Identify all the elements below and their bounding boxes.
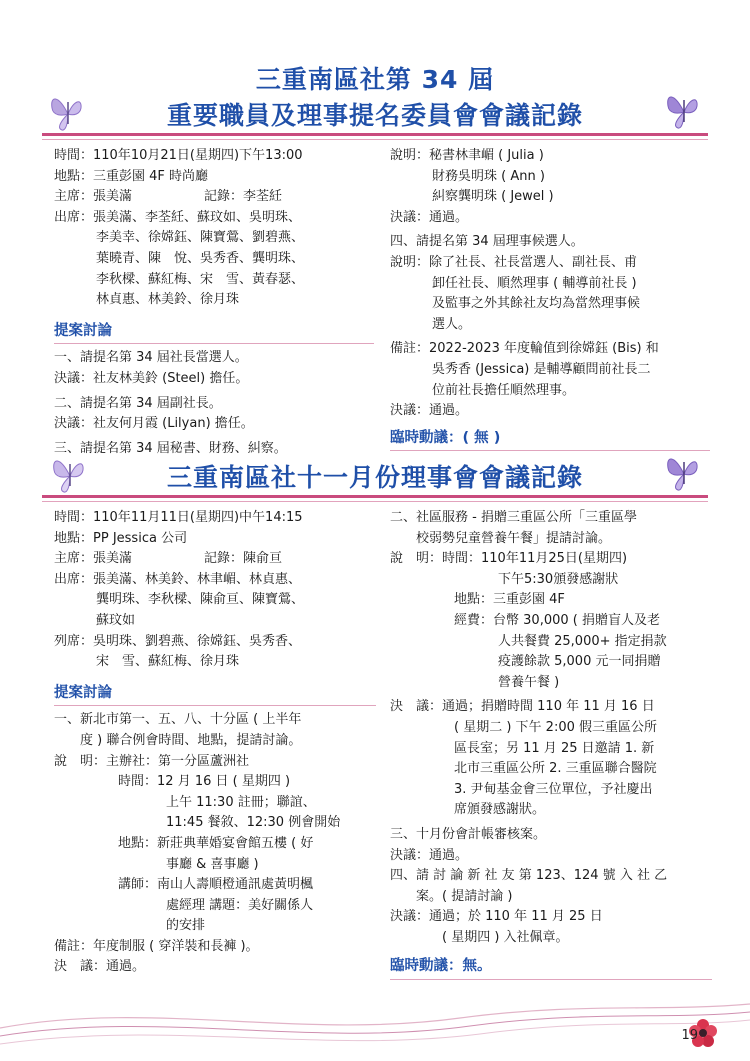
note-line: 2022-2023 年度輪值到徐嫦鈺 (Bis) 和: [429, 341, 659, 357]
meeting-recorder: 李荃紝: [243, 189, 283, 205]
proposal-4-resolution: ( 星期四 ) 入社佩章。: [442, 929, 569, 945]
ceremony-place: 地點：三重彭園 4F: [454, 592, 565, 608]
page-number: 19: [681, 1028, 698, 1043]
discussion-heading: 提案討論: [54, 321, 374, 345]
meeting-place: 三重彭園 4F 時尚廳: [93, 168, 209, 184]
attendee-line: 蘇玟如: [96, 612, 136, 628]
fee-line: 疫護餘款 5,000 元一同捐贈: [498, 654, 661, 670]
attendee-line: 張美滿、李荃紝、蘇玟如、吳明珠、: [93, 209, 302, 225]
proposal-2: 二、社區服務 - 捐贈三重區公所「三重區學: [390, 510, 637, 525]
note-line: 位前社長擔任順然理事。: [432, 382, 576, 398]
proposal-4-resolution: 決議：通過；於 110 年 11 月 25 日: [390, 909, 603, 925]
proposal-4: 四、請提名第 34 屆理事候選人。: [390, 234, 584, 250]
proposal-2: 校弱勢兒童營養午餐」提請討論。: [416, 530, 612, 546]
explain-line: 糾察龔明珠 ( Jewel ): [432, 189, 554, 205]
attendee-line: 龔明珠、李秋樑、陳俞亘、陳寶鶯、: [96, 592, 305, 608]
proposal-3: 三、請提名第 34 屆秘書、財務、糾察。: [54, 440, 287, 456]
proposal-1: 度 ) 聯合例會時間、地點，提請討論。: [80, 732, 302, 748]
butterfly-icon: [664, 88, 704, 132]
fee-line: 營養午餐 ): [498, 674, 560, 690]
proposal-3: 三、十月份會計帳審核案。: [390, 826, 547, 842]
ceremony-time: 時間：110年11月25日(星期四): [442, 551, 628, 567]
ceremony-time: 下午5:30頒發感謝狀: [498, 571, 619, 587]
meeting-time: 110年10月21日(星期四)下午13:00: [93, 148, 303, 163]
section2-left-column: 時間： 110年11月11日(星期四)中午14:15 地點： PP Jessica 公司 主席： 張美滿 記錄： 陳俞亘 出席： 張美滿、林美鈴、林聿嵋、林貞惠、 龔明珠、李秋樑、陳俞亘、陳寶鶯、 蘇玟如 列席： 吳明珠、劉碧燕、徐嫦鈺、吳秀香、 宋 雪、蘇紅梅、徐月珠 提案討論 一、新北市第一、五、八、十分區 ( 上半年 度 ) 聯合例會時間、地點，提請討論。 說 明： 主辦社：第一分區蘆洲社 時間： 12 月 16 日 ( 星期四 ) 上午 11:30 註冊；聯誼、 11:45 餐敘、12:30 例會開始 地點： 新莊典華婚宴會館五樓 ( 好 事廳 & 喜事廳 ) 講師： 南山人壽順橙通訊處黃明楓 處經理 講題：美好關係人 的安排 備註：年度制服 ( 穿洋裝和長褲 )。 決 議：通過。: [54, 508, 376, 978]
event-time: 12 月 16 日 ( 星期四 ): [157, 774, 291, 790]
adhoc-motion: 臨時動議：( 無 ): [390, 428, 710, 452]
event-time: 上午 11:30 註冊；聯誼、: [166, 794, 316, 810]
explain-line: 卸任社長、順然理事 ( 輔導前社長 ): [432, 275, 637, 291]
note-line: 吳秀香 (Jessica) 是輔導顧問前社長二: [432, 361, 651, 377]
section2-right-column: 二、社區服務 - 捐贈三重區公所「三重區學 校弱勢兒童營養午餐」提請討論。 說 明： 時間：110年11月25日(星期四) 下午5:30頒發感謝狀 地點：三重彭園 4F 經費： 台幣 30,000 ( 捐贈盲人及老 人共餐費 25,000+ 指定捐款 疫護餘款 5,000 元一同捐贈 營養午餐 ) 決 議： 通過；捐贈時間 110 年 11 月 16 日 ( 星期二 ) 下午 2:00 假三重區公所 區長室；另 11 月 25 日邀請 1. 新 北市三重區公所 2. 三重區聯合醫院 3. 尹甸基金會三位單位，予社慶出 席頒發感謝狀。 三、十月份會計帳審核案。 決議：通過。 四、請 討 論 新 社 友 第 123、124 號 入 社 乙 案。( 提請討論 ) 決議：通過；於 110 年 11 月 25 日 ( 星期四 ) 入社佩章。 臨時動議：無。: [390, 508, 712, 984]
meeting-recorder: 陳俞亘: [243, 551, 283, 567]
section1-divider-thin: [42, 139, 708, 140]
proposal-3-resolution: 決議：通過。: [390, 847, 469, 863]
proposal-4: 案。( 提請討論 ): [416, 888, 513, 904]
attendee-line: 林貞惠、林美鈴、徐月珠: [96, 292, 240, 308]
resolution: 決議：通過。: [390, 209, 469, 225]
attendee-line: 李秋樑、蘇紅梅、宋 雪、黃春瑟、: [96, 271, 305, 287]
meeting-time: 110年11月11日(星期四)中午14:15: [93, 510, 303, 525]
proposal-2-resolution: 決議：社友何月霞 (Lilyan) 擔任。: [54, 416, 254, 432]
adhoc-motion: 臨時動議：無。: [390, 956, 712, 980]
explain-line: 選人。: [432, 316, 472, 332]
explain-line: 財務吳明珠 ( Ann ): [432, 168, 545, 184]
resolution-line: 區長室；另 11 月 25 日邀請 1. 新: [454, 740, 655, 756]
attendee-line: 葉曉青、陳 悅、吳秀香、龔明珠、: [96, 250, 305, 266]
proposal-1-resolution: 決 議：通過。: [54, 959, 146, 975]
explain-line: 及監事之外其餘社友均為當然理事候: [432, 296, 641, 312]
proposal-2: 二、請提名第 34 屆副社長。: [54, 395, 222, 411]
section1-right-column: 說明： 秘書林聿嵋 ( Julia ) 財務吳明珠 ( Ann ) 糾察龔明珠 ( Jewel ) 決議：通過。 四、請提名第 34 屆理事候選人。 說明： 除了社長、社長當選人、副社長、甫 卸任社長、順然理事 ( 輔導前社長 ) 及監事之外其餘社友均為當然理事候 選人。 備註： 2022-2023 年度輪值到徐嫦鈺 (Bis) 和 吳秀香 (Jessica) 是輔導顧問前社長二 位前社長擔任順然理事。 決議：通過。 臨時動議：( 無 ): [390, 146, 710, 455]
event-place: 新莊典華婚宴會館五樓 ( 好: [157, 835, 314, 851]
resolution: 決議：通過。: [390, 403, 469, 419]
proposal-1-resolution: 決議：社友林美鈴 (Steel) 擔任。: [54, 370, 249, 386]
observer-line: 吳明珠、劉碧燕、徐嫦鈺、吳秀香、: [93, 633, 302, 649]
event-speaker: 的安排: [166, 918, 206, 934]
attendee-line: 張美滿、林美鈴、林聿嵋、林貞惠、: [93, 571, 302, 587]
footer-wave-decoration: [0, 990, 750, 1060]
section1-title-line1: 三重南區社第 34 屆: [255, 65, 495, 94]
fee-line: 人共餐費 25,000+ 指定捐款: [498, 633, 667, 649]
observer-line: 宋 雪、蘇紅梅、徐月珠: [96, 654, 240, 670]
event-speaker: 南山人壽順橙通訊處黃明楓: [157, 877, 314, 893]
explain-line: 秘書林聿嵋 ( Julia ): [429, 148, 544, 163]
section2-title: 三重南區社十一月份理事會會議記錄: [166, 463, 583, 492]
section2-divider: [42, 495, 708, 498]
attendee-line: 李美幸、徐嫦鈺、陳寶鶯、劉碧燕、: [96, 230, 305, 246]
fee-line: 台幣 30,000 ( 捐贈盲人及老: [493, 612, 660, 628]
proposal-1: 一、請提名第 34 屆社長當選人。: [54, 350, 248, 366]
proposal-1: 一、新北市第一、五、八、十分區 ( 上半年: [54, 712, 302, 728]
proposal-4: 四、請 討 論 新 社 友 第 123、124 號 入 社 乙: [390, 868, 668, 884]
resolution-line: ( 星期二 ) 下午 2:00 假三重區公所: [454, 719, 657, 735]
section1-left-column: 時間： 110年10月21日(星期四)下午13:00 地點： 三重彭園 4F 時尚廳 主席： 張美滿 記錄： 李荃紝 出席： 張美滿、李荃紝、蘇玟如、吳明珠、 李美幸、徐嫦鈺、陳寶鶯、劉碧燕、 葉曉青、陳 悅、吳秀香、龔明珠、 李秋樑、蘇紅梅、宋 雪、黃春瑟、 林貞惠、林美鈴、徐月珠 提案討論 一、請提名第 34 屆社長當選人。 決議：社友林美鈴 (Steel) 擔任。 二、請提名第 34 屆副社長。 決議：社友何月霞 (Lilyan) 擔任。 三、請提名第 34 屆秘書、財務、糾察。: [54, 146, 374, 459]
event-time: 11:45 餐敘、12:30 例會開始: [166, 815, 341, 831]
resolution-line: 通過；捐贈時間 110 年 11 月 16 日: [442, 699, 655, 715]
resolution-line: 3. 尹甸基金會三位單位，予社慶出: [454, 781, 653, 797]
resolution-line: 席頒發感謝狀。: [454, 802, 546, 818]
uniform-note: 備註：年度制服 ( 穿洋裝和長褲 )。: [54, 938, 259, 954]
event-place: 事廳 & 喜事廳 ): [166, 856, 259, 872]
explain-line: 除了社長、社長當選人、副社長、甫: [429, 254, 638, 270]
butterfly-icon: [48, 90, 88, 134]
meeting-place: PP Jessica 公司: [93, 530, 188, 546]
discussion-heading: 提案討論: [54, 683, 376, 707]
meeting-chair: 張美滿: [93, 189, 133, 205]
meeting-chair: 張美滿: [93, 551, 133, 567]
host-club: 主辦社：第一分區蘆洲社: [106, 753, 250, 769]
event-speaker: 處經理 講題：美好關係人: [166, 897, 314, 913]
section2-divider-thin: [42, 501, 708, 502]
butterfly-icon: [50, 452, 90, 496]
section1-divider: [42, 133, 708, 136]
butterfly-icon: [664, 450, 704, 494]
resolution-line: 北市三重區公所 2. 三重區聯合醫院: [454, 761, 657, 777]
section1-title-line2: 重要職員及理事提名委員會會議記錄: [166, 101, 583, 130]
